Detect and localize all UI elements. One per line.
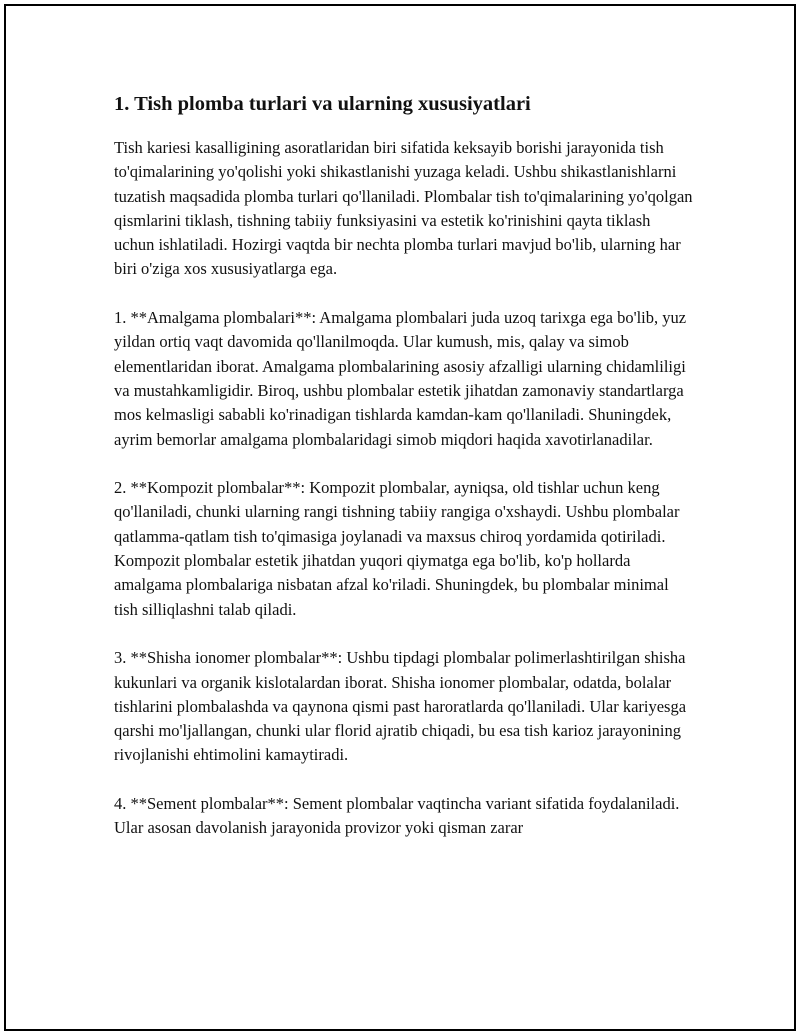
glass-ionomer-paragraph: 3. **Shisha ionomer plombalar**: Ushbu tipdagi plombalar polimerlashtirilgan shisha kukunlari va organik kislotalardan iborat. Shisha ionomer plombalar, odatda, bolalar tishlarini plombalashda va qaynona qismi past haroratlarda qo'llaniladi. Ular kariyesga qarshi mo'ljallangan, chunki ular florid ajratib chiqadi, bu esa tish karioz jarayonining rivojlanishi ehtimolini kamaytiradi.: [114, 648, 687, 765]
amalgam-paragraph: 1. **Amalgama plombalari**: Amalgama plombalari juda uzoq tarixga ega bo'lib, yuz yildan ortiq vaqt davomida qo'llanilmoqda. Ular kumush, mis, qalay va simob elementlaridan iborat. Amalgama plombalarining asosiy afzalligi ularning chidamliligi va mustahkamligidir. Biroq, ushbu plombalar estetik jihatdan zamonaviy standartlarga mos kelmasligi sababli ko'rinadigan tishlarda kamdan-kam qo'llaniladi. Shuningdek, ayrim bemorlar amalgama plombalaridagi simob miqdori haqida xavotirlanadilar.: [114, 308, 687, 449]
document-body: [114, 90, 694, 865]
intro-paragraph: Tish kariesi kasalligining asoratlaridan biri sifatida keksayib borishi jarayonida tish to'qimalarining yo'qolishi yoki shikastlanishi yuzaga keladi. Ushbu shikastlanishlarni tuzatish maqsadida plomba turlari qo'llaniladi. Plombalar tish to'qimalarining yo'qolgan qismlarini tiklash, tishning tabiiy funksiyasini va estetik ko'rinishini qayta tiklash uchun ishlatiladi. Hozirgi vaqtda bir nechta plomba turlari mavjud bo'lib, ularning har biri o'ziga xos xususiyatlarga ega.: [114, 138, 693, 279]
document-title: 1. Tish plomba turlari va ularning xususiyatlari: [114, 93, 531, 115]
composite-paragraph: 2. **Kompozit plombalar**: Kompozit plombalar, ayniqsa, old tishlar uchun keng qo'llaniladi, chunki ularning rangi tishning tabiiy rangiga o'xshaydi. Ushbu plombalar qatlamma-qatlam tish to'qimasiga joylanadi va maxsus chiroq yordamida qotiriladi. Kompozit plombalar estetik jihatdan yuqori qiymatga ega bo'lib, ko'p hollarda amalgama plombalariga nisbatan afzal ko'riladi. Shuningdek, bu plombalar minimal tish silliqlashni talab qiladi.: [114, 478, 680, 619]
cement-paragraph: 4. **Sement plombalar**: Sement plombalar vaqtincha variant sifatida foydalaniladi. Ular asosan davolanish jarayonida provizor yoki qisman zarar: [114, 794, 680, 838]
